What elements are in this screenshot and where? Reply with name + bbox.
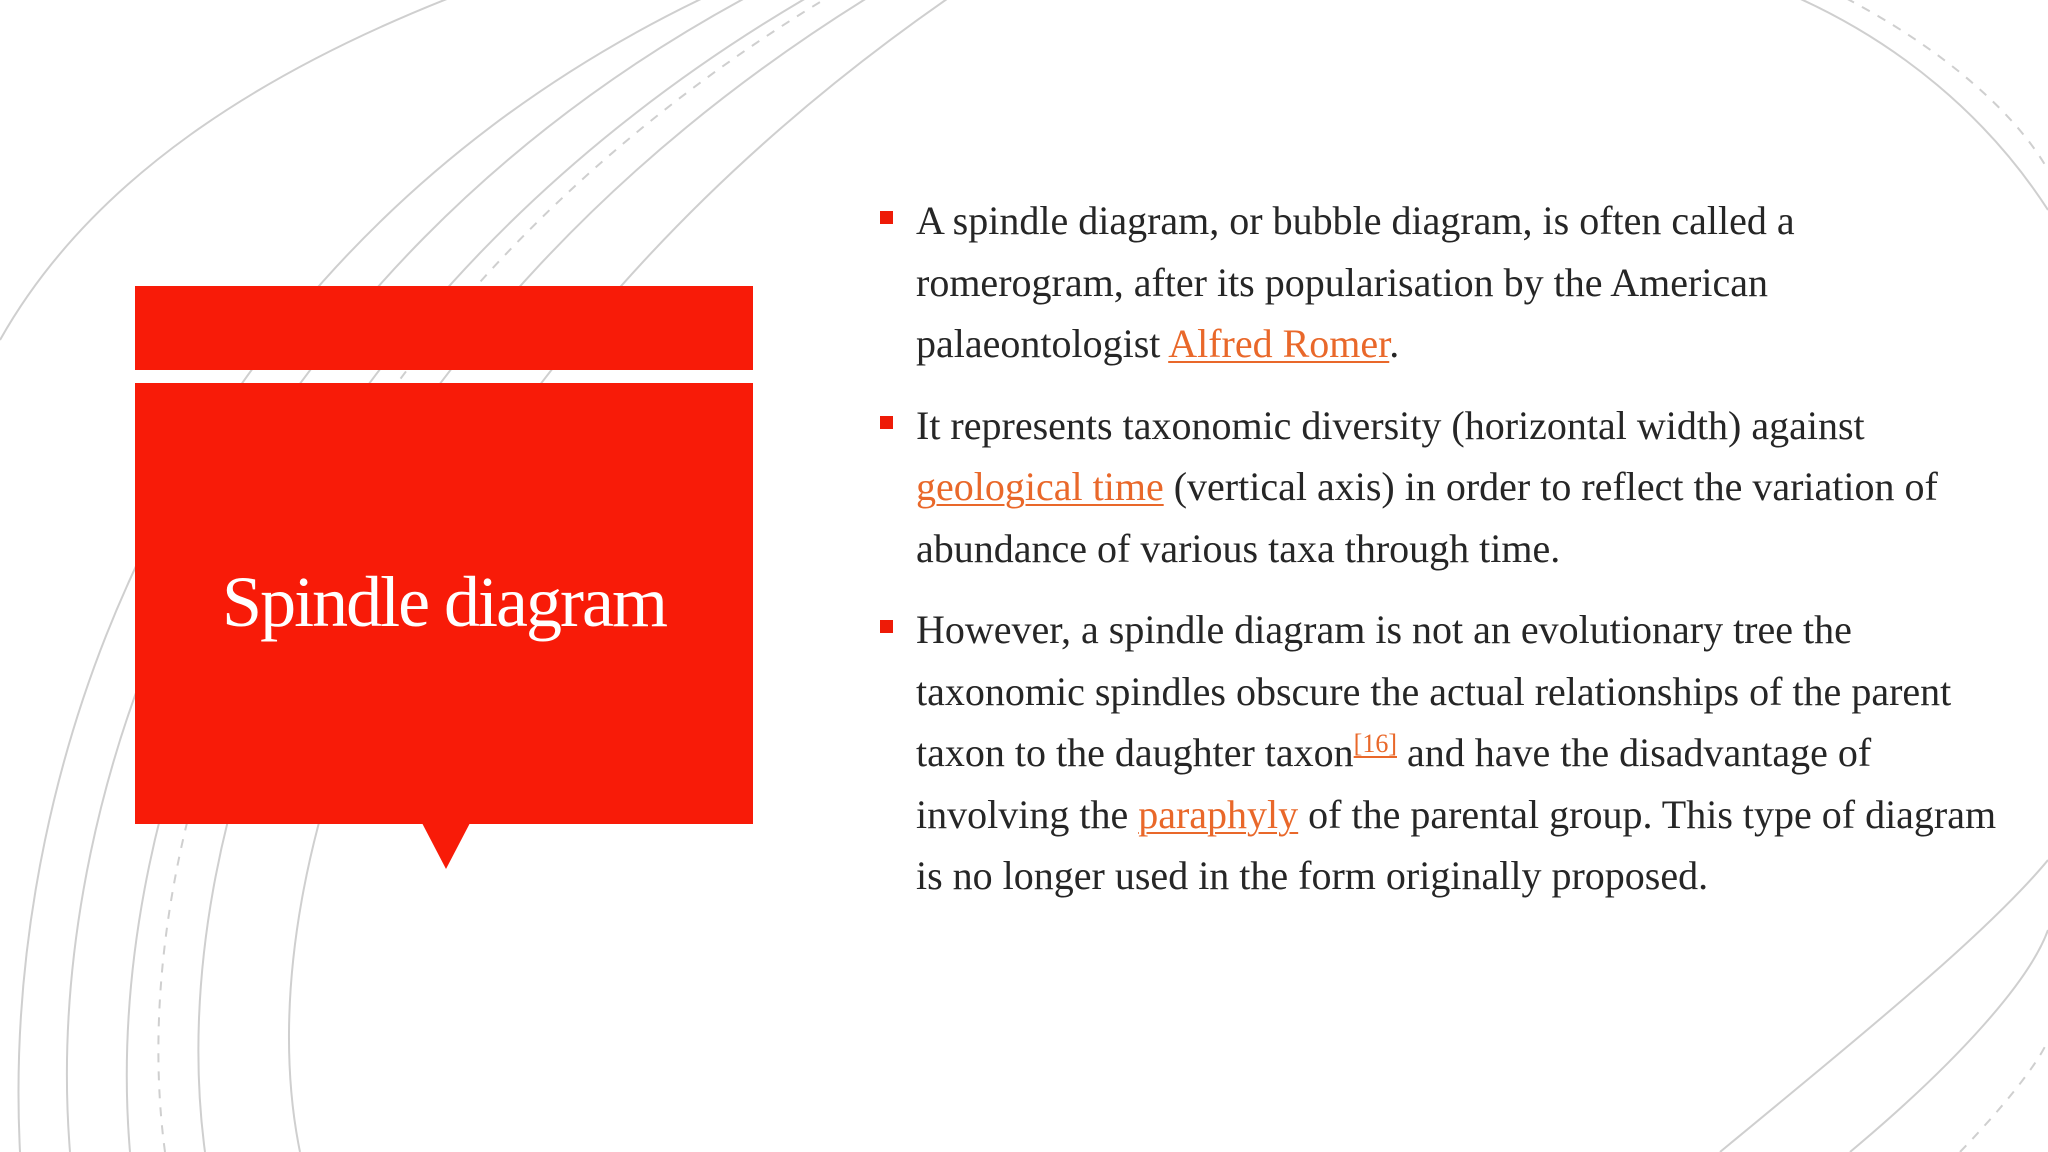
arc-7	[1780, 0, 2048, 210]
bullet-text: .	[1389, 321, 1400, 366]
callout-pointer	[422, 823, 470, 869]
geological-time-link[interactable]: geological time	[916, 464, 1164, 509]
bullet-text: (vertical axis) in order to reflect the variation of abundance of various taxa through time.	[916, 464, 1938, 571]
square-bullet-icon	[880, 416, 893, 429]
slide-title: Spindle diagram	[222, 561, 666, 642]
arc-dashed-3	[1960, 1040, 2048, 1152]
square-bullet-icon	[880, 211, 893, 224]
bullet-item-3	[880, 599, 2000, 907]
bullet-text: and have the disadvantage of involving the	[916, 730, 1872, 837]
bullet-item-2	[880, 395, 2000, 580]
title-callout	[135, 383, 753, 824]
arc-8	[1850, 930, 2048, 1152]
title-accent-bar	[135, 286, 753, 370]
bullet-text: A spindle diagram, or bubble diagram, is often called a romerogram, after its popularisation by the American palaeontologist	[916, 198, 1795, 366]
bullet-text: of the parental group. This type of diagram is no longer used in the form originally proposed.	[916, 791, 1997, 898]
citation-16-link[interactable]: [16]	[1353, 729, 1397, 758]
bullet-text: It represents taxonomic diversity (horizontal width) against	[916, 402, 1865, 448]
alfred-romer-link[interactable]: Alfred Romer	[1168, 321, 1390, 366]
square-bullet-icon	[880, 620, 893, 633]
paraphyly-link[interactable]: paraphyly	[1138, 791, 1299, 837]
bullet-list	[880, 190, 2000, 927]
bullet-item-1	[880, 190, 2000, 375]
bullet-text: However, a spindle diagram is not an evolutionary tree the taxonomic spindles obscure the actual relationships of the parent taxon to the daughter taxon	[916, 607, 1952, 775]
arc-dashed-2	[1830, 0, 2048, 170]
